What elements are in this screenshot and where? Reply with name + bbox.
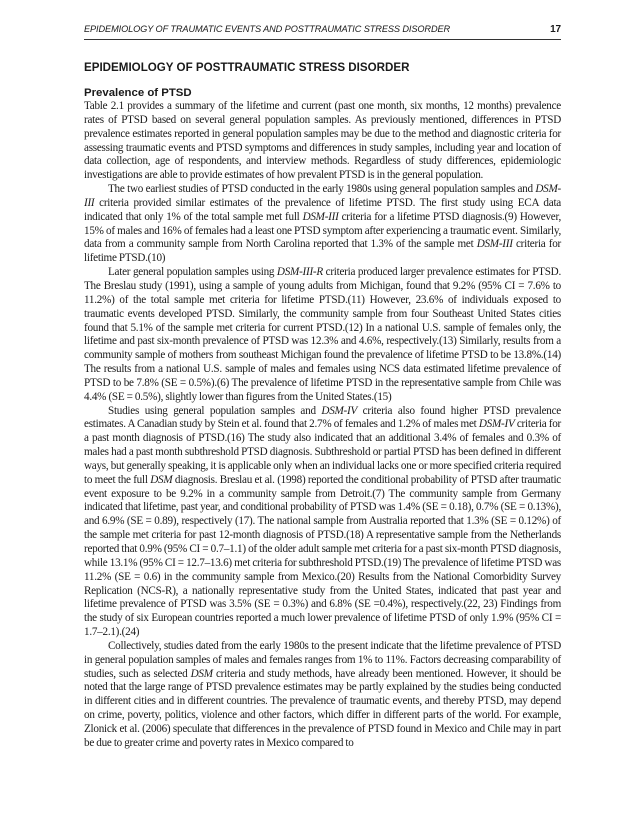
body-paragraph [84, 640, 561, 751]
text-run: Studies using general population samples and [108, 404, 322, 417]
page-number: 17 [550, 24, 561, 35]
text-run: Collectively, studies dated from the early 1980s to the present indicate that the lifetime prevalence of PTSD in general population samples of males and females ranges from 1% to 11%. Factors decreasing comparability of studies, such as selected [84, 639, 561, 680]
text-run: criteria and study methods, have already been mentioned. However, it should be noted that the large range of PTSD prevalence estimates may be partly explained by the studies being conducted in different cities and in different countries. The prevalence of traumatic events, and thereby PTSD, may depend on crime, poverty, politics, violence and other factors, which differ in different parts of the world. For example, Zlonick et al. (2006) speculate that differences in the prevalence of PTSD found in Mexico and Chile may in part be due to greater crime and poverty rates in Mexico compared to [84, 667, 561, 749]
text-run: diagnosis. Breslau et al. (1998) reported the conditional probability of PTSD after traumatic event exposure to be 9.2% in a community sample from Detroit.(7) The community sample from Germany indicated that lifetime, past year, and conditional probability of PTSD was 1.4% (SE = 0.18), 0.7% (SE = 0.13%), and 6.9% (SE = 0.89), respectively (17). The national sample from Australia reported that 1.3% (SE = 0.12%) of the sample met criteria for past 12-month diagnosis of PTSD.(18) A representative sample from the Netherlands reported that 0.9% (95% CI = 0.7–1.1) of the older adult sample met criteria for a past six-month PTSD diagnosis, while 13.1% (95% CI = 12.7–13.6) met criteria for subthreshold PTSD.(19) The prevalence of lifetime PTSD was 11.2% (SE = 0.6) in the community sample from Mexico.(20) Results from the National Comorbidity Survey Replication (NCS-R), a nationally representative study from the United States, indicated that past year and lifetime prevalence of PTSD was 3.5% (SE = 0.3%) and 6.8% (SE =0.4%), respectively.(22, 23) Findings from the study of six European countries reported a much lower prevalence of lifetime PTSD of only 1.9% (95% CI = 1.7–2.1).(24) [84, 473, 561, 639]
italic-term: DSM-IV [321, 404, 358, 417]
chapter-title: EPIDEMIOLOGY OF POSTTRAUMATIC STRESS DISORDER [84, 61, 410, 74]
text-run: criteria for a lifetime PTSD diagnosis.(9) However, 15% of males and 16% of females had a least one PTSD symptom after experiencing a traumatic event. Similarly, data from a community sample from North Carolina reported that 1.3% of the sample met [84, 210, 562, 251]
text-run: criteria for a past month diagnosis of PTSD.(16) The study also indicated that an additional 3.4% of females and 0.3% of males had a past month subthreshold PTSD diagnosis. Subthreshold or partial PTSD has been defined in different ways, but generally speaking, it is applicable only when an individual lacks one or more specified criteria required to meet the full [84, 418, 561, 486]
text-run: criteria provided similar estimates of the prevalence of lifetime PTSD. The first study using ECA data indicated that only 1% of the total sample met full [84, 196, 561, 223]
italic-term: DSM [190, 667, 213, 680]
italic-term: DSM-IV [478, 418, 515, 431]
text-run: criteria produced larger prevalence estimates for PTSD. The Breslau study (1991), using a sample of young adults from Michigan, found that 9.2% (95% CI = 7.6% to 11.2%) of the total sample met criteria for lifetime PTSD.(11) However, 23.6% of individuals exposed to traumatic events developed PTSD. Similarly, the community sample from four Southeast United States cities found that 5.1% of the sample met criteria for current PTSD.(12) In a national U.S. sample of females only, the lifetime and past six-month prevalence of PTSD was 12.3% and 4.6%, respectively.(13) Similarly, results from a community sample of mothers from southeast Michigan found the prevalence of lifetime PTSD to be 13.8%.(14) The results from a national U.S. sample of males and females using NCS data estimated lifetime prevalence of PTSD to be 7.8% (SE = 0.5%).(6) The prevalence of lifetime PTSD in the representative sample from Chile was 4.4% (SE = 0.5%), slightly lower than figures from the United States.(15) [84, 266, 561, 403]
italic-term: DSM [150, 473, 173, 486]
body-paragraph [84, 405, 561, 640]
text-run: Table 2.1 provides a summary of the lifetime and current (past one month, six months, 12 months) prevalence rates of PTSD based on several general population samples. As previously mentioned, differences in PTSD prevalence estimates reported in general population samples may be due to the method and diagnostic criteria for assessing traumatic events and PTSD symptoms and differences in study samples, including year and location of data collection, age of respondents, and interview methods. Regardless of study differences, epidemiologic investigations are able to provide estimates of how prevalent PTSD is in the general population. [84, 100, 561, 182]
italic-term: DSM-III-R [276, 266, 323, 279]
running-head-title: EPIDEMIOLOGY OF TRAUMATIC EVENTS AND POSTTRAUMATIC STRESS DISORDER [84, 24, 451, 34]
body-paragraph [84, 266, 561, 404]
body-text [84, 100, 561, 751]
body-paragraph [84, 183, 561, 266]
text-run: criteria also found higher PTSD prevalence estimates. A Canadian study by Stein et al. found that 2.7% of females and 1.2% of males met [84, 404, 561, 431]
italic-term: DSM-III [84, 183, 561, 209]
text-run: criteria for lifetime PTSD.(10) [84, 238, 561, 265]
running-head [84, 24, 561, 40]
body-paragraph [84, 100, 561, 183]
italic-term: DSM-III [302, 210, 339, 223]
text-run: The two earliest studies of PTSD conducted in the early 1980s using general population samples and [108, 183, 536, 196]
italic-term: DSM-III [476, 238, 513, 251]
section-title: Prevalence of PTSD [84, 87, 192, 99]
text-run: Later general population samples using [108, 266, 277, 279]
